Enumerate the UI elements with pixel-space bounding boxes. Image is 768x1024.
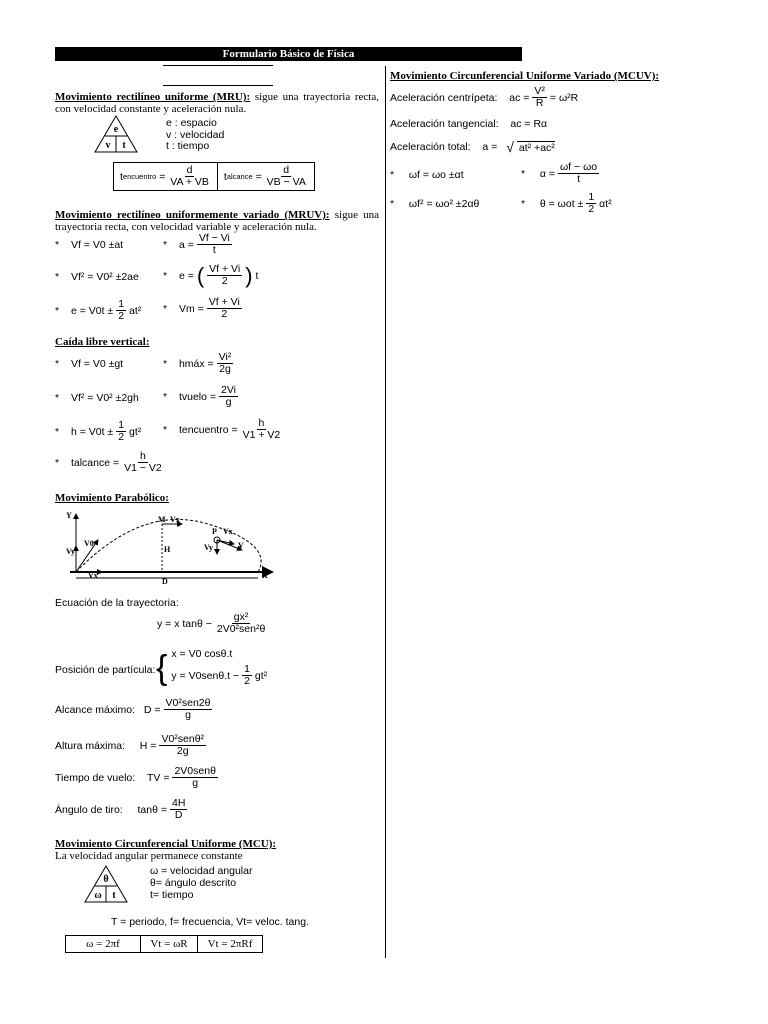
formula-part: ωf − ωo — [559, 161, 598, 173]
tri-right: t — [112, 890, 116, 901]
formula-part: 2g — [219, 363, 231, 375]
trayectoria-formula — [157, 612, 267, 635]
formula-part: a = — [482, 141, 498, 153]
formula-part: * — [55, 304, 60, 317]
parabolico-title: Movimiento Parabólico: — [55, 492, 169, 504]
mruv-formula-6 — [163, 297, 242, 320]
formula-part: 2 — [118, 310, 125, 322]
denominator: VA + VB — [170, 176, 209, 188]
formula-part: 1 — [244, 663, 250, 675]
formula-part: 2V0senθ — [174, 765, 216, 777]
formula-part: * — [163, 302, 168, 315]
formula-part: Aceleración tangencial: — [390, 118, 499, 130]
distance-label: D — [162, 577, 168, 586]
formula-part: ac = — [509, 91, 530, 104]
formula-part: Vi² — [218, 351, 232, 363]
legend-item: t= tiempo — [150, 889, 194, 901]
altura-maxima — [55, 734, 206, 757]
numerator: d — [186, 164, 193, 176]
caida-formula-5 — [163, 385, 238, 408]
page-title: Formulario Básico de Física — [55, 47, 522, 61]
formula-part: V0²senθ² — [161, 733, 205, 745]
vector-label-v0: V0 — [84, 539, 94, 548]
formula-part: Vm = — [178, 302, 204, 315]
legend-item: ω = velocidad angular — [150, 865, 253, 877]
formula-part: * — [55, 239, 60, 251]
formula-part: Vf + Vi — [208, 296, 240, 308]
mcuv-title: Movimiento Circunferencial Uniforme Variado (MCUV): — [390, 70, 660, 82]
aceleracion-total: Aceleración total: a = √ at² +ac² — [390, 139, 555, 155]
formula-part: at² — [129, 304, 142, 317]
formula-part: t — [212, 244, 216, 256]
caida-formula-3 — [55, 420, 141, 443]
divider — [163, 85, 273, 86]
formula-part: * — [55, 425, 60, 438]
formula-part: hmáx = — [178, 357, 214, 370]
formula-part: h = V0t ± — [70, 425, 114, 438]
formula-part: tvuelo = — [178, 390, 217, 403]
mruv-formula-3 — [55, 299, 141, 322]
vector-label-vx: Vx — [170, 515, 180, 524]
vector-label-vy: Vy — [204, 543, 214, 552]
formula-part: * — [390, 169, 395, 181]
caida-formula-6 — [163, 418, 282, 441]
formula-part: h — [140, 450, 146, 462]
box-cell: Vt = 2πRf — [207, 938, 253, 950]
formula-part: V0²sen2θ — [165, 697, 211, 709]
formula-part: * — [521, 197, 526, 210]
formula-part: Tiempo de vuelo: — [55, 771, 136, 784]
vector-label-vy: Vy — [66, 547, 76, 556]
divider — [163, 65, 273, 66]
formula-part: 4H — [171, 797, 186, 809]
formula-part: * — [163, 390, 168, 403]
formula-part: Alcance máximo: — [55, 703, 135, 716]
mcu-note: T = periodo, f= frecuencia, Vt= veloc. tang. — [111, 916, 309, 928]
formula-part: Vf² = V0² ±2gh — [70, 392, 139, 404]
formula-part: gt² — [129, 425, 142, 438]
tri-left: v — [105, 140, 111, 151]
tri-right: t — [122, 140, 126, 151]
formula-part: Vf = V0 ±at — [70, 239, 124, 251]
mcu-legend — [150, 865, 252, 901]
formula-part: * — [55, 271, 60, 283]
formula-part: Vf − Vi — [198, 232, 230, 244]
mcuv-formula-2 — [521, 162, 599, 185]
formula-part: Aceleración total: — [390, 141, 471, 153]
posicion-x: x = V0 cosθ.t — [171, 648, 233, 660]
formula-part: 2 — [588, 203, 595, 215]
mruv-formula-1 — [55, 239, 123, 251]
formula-part: ωf² = ωo² ±2αθ — [408, 198, 480, 210]
vector-label-vx: Vx — [88, 571, 98, 580]
formula-part: * — [55, 358, 60, 370]
formula-part: 1 — [588, 191, 595, 203]
mruv-title: Movimiento rectilíneo uniformemente variado (MRUV): — [55, 209, 330, 221]
point-label-p: P — [212, 527, 217, 536]
formula-part: 1 — [118, 298, 125, 310]
formula-part: * — [163, 423, 168, 436]
caida-formula-4 — [163, 352, 233, 375]
formula-part: g — [192, 777, 199, 789]
formula-part: * — [163, 238, 168, 251]
encuentro-formula: t encuentro = $\frac{d}{VA + VB}$ — [114, 163, 218, 190]
formula-part: θ = ωot ± — [539, 197, 584, 210]
alcance-formula: t alcance = $\frac{d}{VB - VA}$ — [223, 164, 306, 188]
angulo-tiro — [55, 798, 187, 821]
formula-part: Vf² = V0² ±2ae — [70, 271, 139, 283]
mru-triangle-diagram — [93, 114, 139, 154]
formula-part: e = V0t ± — [70, 304, 114, 317]
formula-part: 1 — [118, 419, 125, 431]
formula-part: 2 — [118, 431, 125, 443]
mcu-formula-box — [65, 935, 263, 953]
formula-part: talcance = — [70, 456, 120, 469]
posicion-y: y = V0senθ.t − — [171, 669, 240, 682]
formula-lhs: t — [223, 170, 227, 183]
legend-item: θ= ángulo descrito — [150, 877, 237, 889]
formula-part: e = — [178, 269, 194, 282]
formula-part: * — [55, 456, 60, 469]
formula-part: V1 − V2 — [124, 462, 162, 474]
mru-section — [55, 91, 379, 115]
formula-part: g — [225, 396, 232, 408]
tri-left: ω — [94, 890, 102, 901]
formula-part: Ángulo de tiro: — [55, 803, 123, 816]
alcance-maximo — [55, 698, 212, 721]
formula-part: gx² — [233, 611, 249, 623]
mru-legend — [166, 118, 224, 153]
tri-top: e — [113, 124, 119, 135]
formula-part: ac = Rα — [510, 118, 548, 130]
formula-part: 2V0²sen²θ — [216, 623, 266, 635]
posicion-formula: { x = V0 cosθ.t y = V0senθ.t − $\frac{1}{2}$ gt² — [156, 648, 268, 687]
tiempo-vuelo — [55, 766, 218, 789]
formula-part: t — [255, 269, 259, 282]
formula-part: 2 — [221, 308, 228, 320]
formula-part: h — [258, 417, 265, 429]
mru-title: Movimiento rectilíneo uniforme (MRU): — [55, 91, 251, 103]
posicion-label: Posición de partícula: — [55, 664, 156, 676]
formula-part: ωf = ωo ±αt — [408, 169, 464, 181]
formula-part: gt² — [254, 669, 268, 682]
formula-part: R — [535, 97, 544, 109]
formula-part: = ω²R — [549, 91, 579, 104]
formula-part: Vf + Vi — [209, 263, 241, 275]
formula-part: V1 + V2 — [242, 429, 281, 441]
mcu-desc: La velocidad angular permanece constante — [55, 850, 243, 862]
formula-part: * — [55, 392, 60, 404]
trayectoria-label: Ecuación de la trayectoria: — [55, 597, 179, 609]
tri-top: θ — [103, 874, 109, 885]
mcuv-formula-1 — [390, 169, 464, 181]
formula-part: TV = — [147, 771, 170, 784]
mru-formula-box — [113, 162, 315, 191]
caida-formula-2 — [55, 392, 139, 404]
formula-part: g — [185, 709, 191, 721]
formula-part: D = — [143, 703, 161, 716]
formula-part: * — [521, 167, 526, 180]
mcuv-formula-3 — [390, 198, 479, 210]
box-cell: ω = 2πf — [66, 936, 141, 952]
aceleracion-tangencial — [390, 118, 547, 130]
formula-part: αt² — [599, 197, 612, 210]
aceleracion-centripeta — [390, 86, 578, 109]
caida-formula-7 — [55, 451, 164, 474]
subscript: alcance — [226, 172, 253, 181]
column-divider — [385, 66, 386, 958]
formula-part: Aceleración centrípeta: — [390, 91, 498, 104]
formula-part: * — [390, 198, 395, 210]
mruv-formula-4 — [163, 233, 232, 256]
denominator: VB − VA — [266, 176, 306, 188]
box-cell: Vt = ωR — [141, 936, 198, 952]
vector-label-v: V — [238, 541, 244, 550]
formula-part: at² +ac² — [518, 141, 555, 154]
mruv-formula-5: * e = ( $\frac{Vf + Vi}{2}$ ) t — [163, 262, 259, 288]
axis-label-y: Y — [66, 511, 72, 520]
formula-part: α = — [539, 167, 555, 180]
point-label-m: M — [158, 515, 166, 524]
subscript: encuentro — [122, 172, 157, 181]
formula-part: H = — [139, 739, 157, 752]
formula-part: * — [163, 269, 168, 282]
mruv-desc: sigue — [334, 209, 358, 221]
mru-desc: recta, con velocidad constante y aceleración nula. — [55, 91, 379, 115]
formula-part: tencuentro = — [178, 423, 238, 436]
mruv-section — [55, 209, 379, 233]
formula-part: t — [577, 173, 580, 185]
formula-part: D — [174, 809, 183, 821]
legend-item: e : espacio — [166, 117, 217, 129]
formula-part: 2 — [244, 675, 250, 687]
formula-part: Altura máxima: — [55, 739, 126, 752]
formula-part: Vf = V0 ±gt — [70, 358, 124, 370]
numerator: d — [283, 164, 290, 176]
formula-part: 2 — [221, 275, 228, 287]
formula-part: V² — [534, 85, 545, 97]
mruv-desc: una trayectoria recta, con velocidad variable y aceleración nula. — [55, 209, 380, 233]
formula-lhs: t — [120, 170, 123, 183]
legend-item: v : velocidad — [166, 128, 225, 141]
formula-part: 2Vi — [221, 384, 237, 396]
mruv-formula-2 — [55, 271, 139, 283]
legend-item: t : tiempo — [166, 140, 210, 152]
caida-formula-1 — [55, 358, 123, 370]
mcu-title: Movimiento Circunferencial Uniforme (MCU): — [55, 838, 277, 850]
caida-title: Caída libre vertical: — [55, 336, 150, 348]
projectile-diagram — [62, 508, 278, 586]
mcuv-formula-4 — [521, 192, 612, 215]
formula-part: * — [163, 357, 168, 370]
vector-label-vx: Vx — [223, 527, 233, 536]
formula-part: a = — [178, 238, 194, 251]
formula-part: y = x tanθ − — [157, 617, 212, 630]
mcu-triangle-diagram — [83, 864, 129, 904]
mru-desc: sigue una trayectoria — [254, 91, 351, 103]
formula-part: tanθ = — [137, 803, 167, 816]
formula-part: 2g — [176, 745, 189, 757]
height-label: H — [164, 545, 171, 554]
axis-label-x: X — [262, 571, 268, 580]
